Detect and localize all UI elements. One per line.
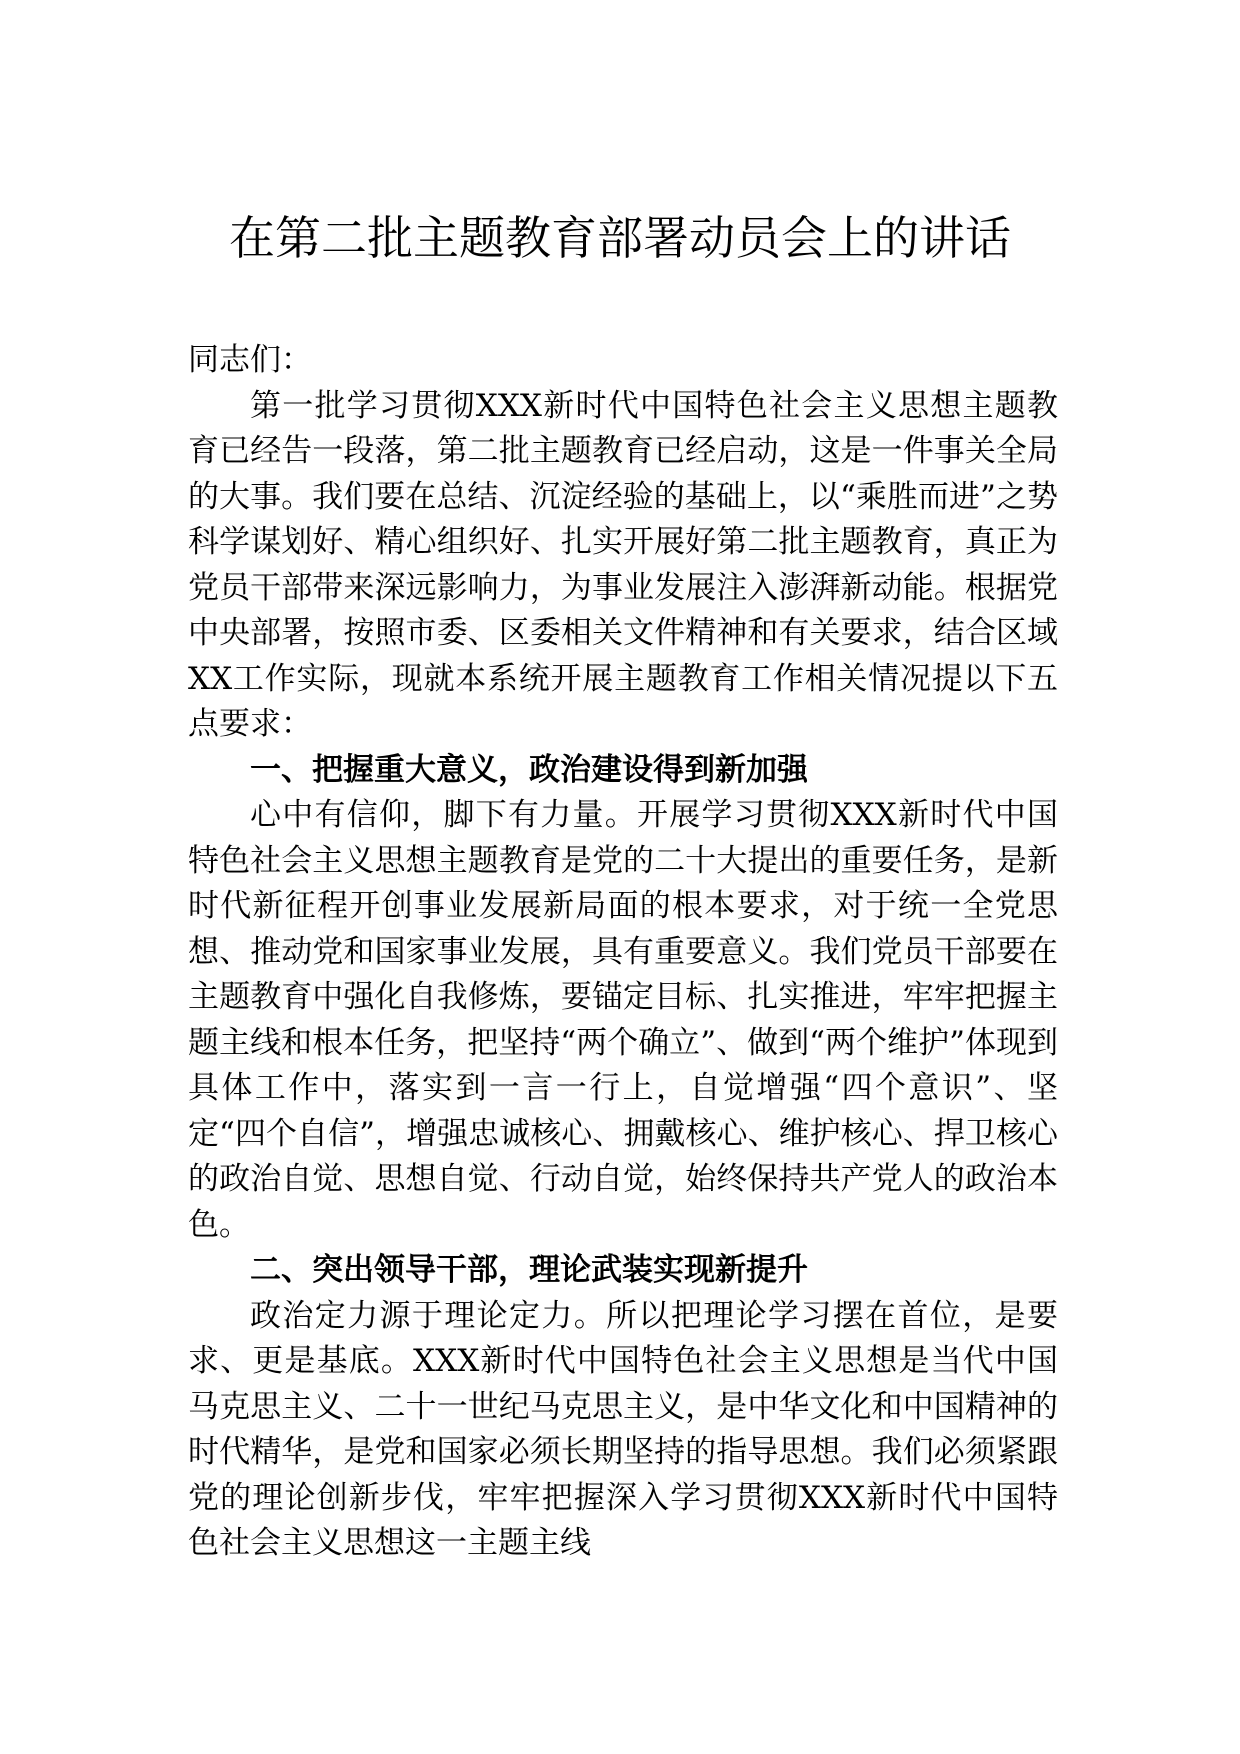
paragraph-intro: 第一批学习贯彻XXX新时代中国特色社会主义思想主题教育已经告一段落，第二批主题教育已经启动，这是一件事关全局的大事。我们要在总结、沉淀经验的基础上，以“乘胜而进”之势科学谋划好、精心组织好、扎实开展好第二批主题教育，真正为党员干部带来深远影响力，为事业发展注入澎湃新动能。根据党中央部署，按照市委、区委相关文件精神和有关要求，结合区域XX工作实际，现就本系统开展主题教育工作相关情况提以下五点要求：	[188, 387, 1058, 742]
document-title: 在第二批主题教育部署动员会上的讲话	[229, 211, 1011, 265]
paragraph-section-1: 心中有信仰，脚下有力量。开展学习贯彻XXX新时代中国特色社会主义思想主题教育是党的二十大提出的重要任务，是新时代新征程开创事业发展新局面的根本要求，对于统一全党思想、推动党和国家事业发展，具有重要意义。我们党员干部要在主题教育中强化自我修炼，要锚定目标、扎实推进，牢牢把握主题主线和根本任务，把坚持“两个确立”、做到“两个维护”体现到具体工作中，落实到一言一行上，自觉增强“四个意识”、坚定“四个自信”，增强忠诚核心、拥戴核心、维护核心、捍卫核心的政治自觉、思想自觉、行动自觉，始终保持共产党人的政治本色。	[188, 797, 1058, 1243]
document-body	[188, 338, 1058, 1567]
section-heading-1: 一、把握重大意义，政治建设得到新加强	[250, 751, 808, 788]
section-heading-2: 二、突出领导干部，理论武装实现新提升	[250, 1252, 808, 1288]
paragraph-section-2: 政治定力源于理论定力。所以把理论学习摆在首位，是要求、更是基底。XXX新时代中国特色社会主义思想是当代中国马克思主义、二十一世纪马克思主义，是中华文化和中国精神的时代精华，是党和国家必须长期坚持的指导思想。我们必须紧跟党的理论创新步伐，牢牢把握深入学习贯彻XXX新时代中国特色社会主义思想这一主题主线	[188, 1297, 1058, 1561]
salutation: 同志们：	[188, 342, 312, 378]
